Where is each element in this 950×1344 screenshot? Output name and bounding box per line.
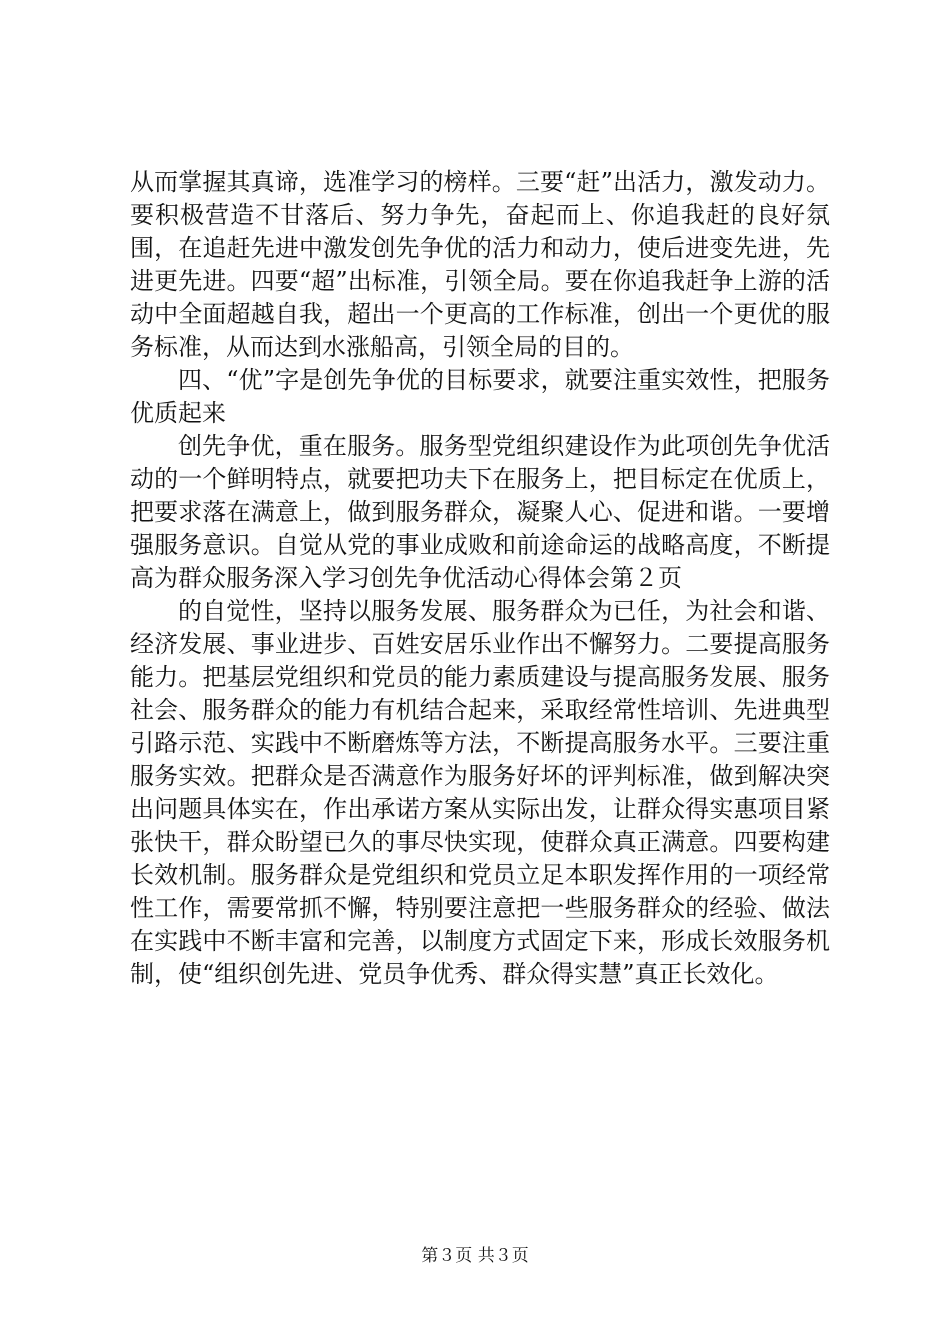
section-heading: 四、“优”字是创先争优的目标要求，就要注重实效性，把服务优质起来 — [130, 366, 830, 427]
paragraph-continuation: 从而掌握其真谛，选准学习的榜样。三要“赶”出活力，激发动力。要积极营造不甘落后、努力争先，奋起而上、你追我赶的良好氛围，在追赶先进中激发创先争优的活力和动力，使后进变先进，先进更先进。四要“超”出标准，引领全局。要在你追我赶争上游的活动中全面超越自我，超出一个更高的工作标准，创出一个更优的服务标准，从而达到水涨船高，引领全局的目的。 — [130, 168, 830, 361]
paragraph-service-continued: 的自觉性，坚持以服务发展、服务群众为已任，为社会和谐、经济发展、事业进步、百姓安居乐业作出不懈努力。二要提高服务能力。把基层党组织和党员的能力素质建设与提高服务发展、服务社会、服务群众的能力有机结合起来，采取经常性培训、先进典型引路示范、实践中不断磨炼等方法，不断提高服务水平。三要注重服务实效。把群众是否满意作为服务好坏的评判标准，做到解决突出问题具体实在，作出承诺方案从实际出发，让群众得实惠项目紧张快干，群众盼望已久的事尽快实现，使群众真正满意。四要构建长效机制。服务群众是党组织和党员立足本职发挥作用的一项经常性工作，需要常抓不懈，特别要注意把一些服务群众的经验、做法在实践中不断丰富和完善，以制度方式固定下来，形成长效服务机制，使“组织创先进、党员争优秀、群众得实慧”真正长效化。 — [130, 597, 830, 988]
page-footer: 第３页 共３页 — [421, 1246, 529, 1266]
document-body — [130, 166, 830, 991]
paragraph-service: 创先争优，重在服务。服务型党组织建设作为此项创先争优活动的一个鲜明特点，就要把功夫下在服务上，把目标定在优质上，把要求落在满意上，做到服务群众，凝聚人心、促进和谐。一要增强服务意识。自觉从党的事业成败和前途命运的战略高度，不断提高为群众服务深入学习创先争优活动心得体会第２页 — [130, 432, 830, 592]
